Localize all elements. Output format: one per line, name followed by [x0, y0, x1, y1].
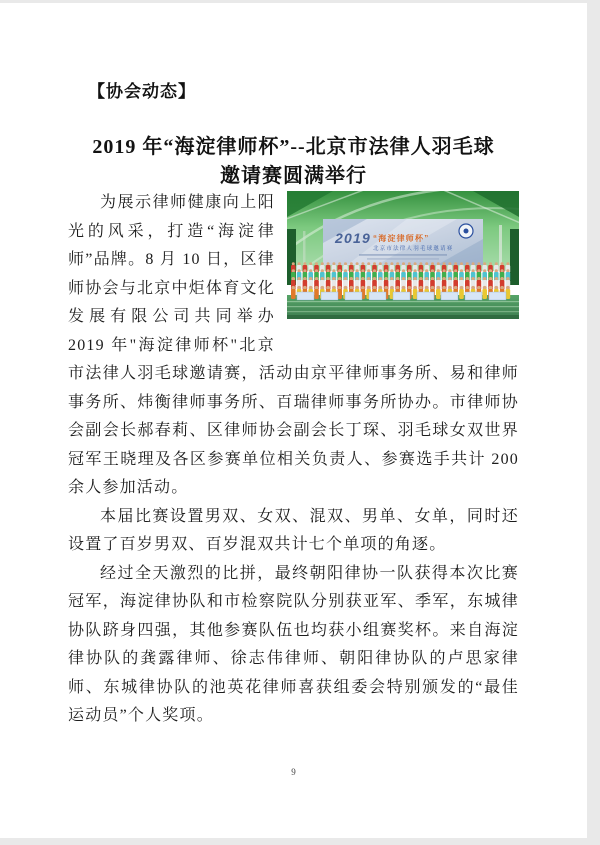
group-photo	[287, 191, 519, 319]
section-header: 【协会动态】	[88, 82, 196, 101]
banner-title-text: “海淀律师杯”	[373, 234, 430, 243]
paragraph-3: 经过全天激烈的比拼，最终朝阳律协一队获得本次比赛冠军，海淀律协队和市检察院队分别获亚军、季军，东城律协队跻身四强，其他参赛队伍也均获小组赛奖杯。来自海淀律协队的龚露律师、徐志伟律师、朝阳律协队的卢思家律师、东城律协队的池英花律师喜获组委会特别颁发的“最佳运动员”个人奖项。	[68, 564, 519, 724]
banner-year-text: 2019	[335, 230, 371, 246]
page-number: 9	[291, 767, 296, 777]
group-photo-graphic	[287, 191, 519, 319]
right-pillar	[510, 229, 519, 285]
paragraph-1: 为展示律师健康向上阳光的风采，打造“海淀律师”品牌。8 月 10 日，区律师协会与北京中炬体育文化发展有限公司共同举办 2019 年"海淀律师杯"北京市法律人羽毛球邀请赛，活动由京平律师事务所、易和律师事务所、炜衡律师事务所、百瑞律师事务所协办。市律师协会副会长郝春莉、区律师协会副会长丁琛、羽毛球女双世界冠军王晓理及各区参赛单位相关负责人、参赛选手共计 200 余人参加活动。	[68, 194, 519, 496]
article-title-line2: 邀请赛圆满举行	[220, 165, 367, 187]
paragraph-2: 本届比赛设置男双、女双、混双、男单、女单，同时还设置了百岁男双、百岁混双共计七个单项的角逐。	[68, 507, 519, 553]
banner-subtitle-text: 北京市法律人羽毛球邀请赛	[373, 246, 454, 252]
page	[0, 3, 587, 838]
article-title-line1: 2019 年“海淀律师杯”--北京市法律人羽毛球	[92, 136, 495, 158]
article-body	[68, 189, 519, 731]
article-title	[68, 133, 519, 191]
